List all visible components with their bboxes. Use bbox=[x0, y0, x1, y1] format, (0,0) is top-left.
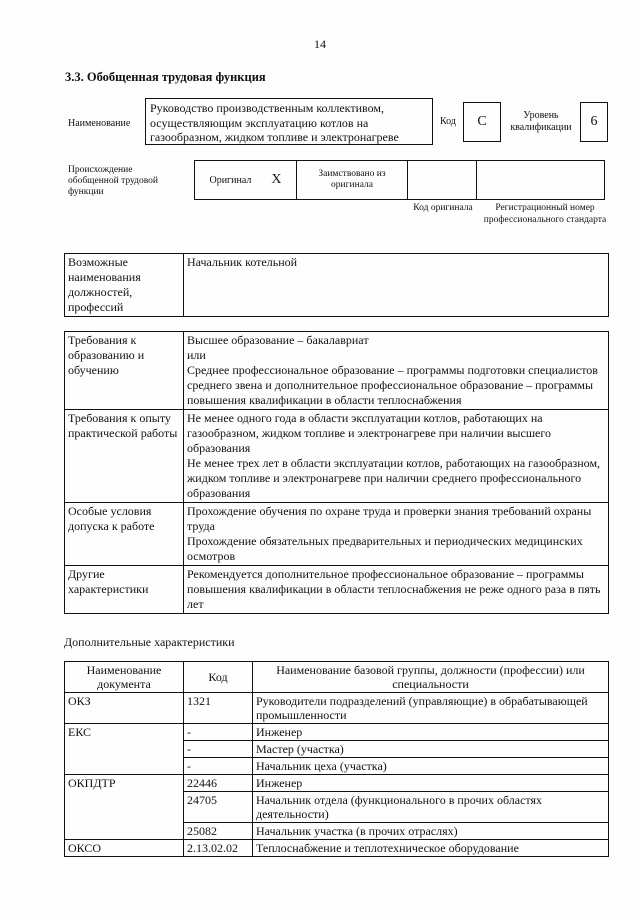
requirement-label: Требования к опыту практической работы bbox=[65, 410, 184, 503]
reg-number-label: Регистрационный номер профессионального стандарта bbox=[483, 203, 607, 225]
origin-row bbox=[195, 160, 607, 200]
name-cell: Инженер bbox=[253, 724, 609, 741]
additional-table bbox=[64, 661, 609, 857]
code-label: Код bbox=[440, 116, 456, 127]
name-cell: Теплоснабжение и теплотехническое оборудование bbox=[253, 840, 609, 857]
table-row bbox=[65, 410, 609, 503]
table-row bbox=[65, 332, 609, 410]
requirement-value bbox=[184, 503, 609, 566]
requirement-line: Прохождение обязательных предварительных и периодических медицинских осмотров bbox=[187, 534, 583, 563]
code-cell: 25082 bbox=[184, 823, 253, 840]
table-header-row bbox=[65, 662, 609, 693]
code-cell: 22446 bbox=[184, 775, 253, 792]
requirement-value bbox=[184, 332, 609, 410]
header-document: Наименование документа bbox=[65, 662, 184, 693]
requirement-line: Среднее профессиональное образование – программы подготовки специалистов среднего звена и дополнительное профессиональное образование – программы повышения квалификации в области теплоснабжения bbox=[187, 363, 598, 407]
code-cell: 2.13.02.02 bbox=[184, 840, 253, 857]
table-row bbox=[65, 503, 609, 566]
origin-original-cell bbox=[194, 160, 297, 200]
table-row bbox=[65, 724, 609, 741]
page-number: 14 bbox=[314, 37, 326, 51]
table-row bbox=[65, 566, 609, 614]
code-original-cell bbox=[407, 160, 477, 200]
doc-cell: ЕКС bbox=[65, 724, 184, 741]
name-cell: Начальник цеха (участка) bbox=[253, 758, 609, 775]
name-cell: Мастер (участка) bbox=[253, 741, 609, 758]
function-name: Руководство производственным коллективом, осуществляющим эксплуатацию котлов на газообразном, жидком топливе и электронагреве bbox=[145, 98, 433, 145]
borrowed-label: Заимствовано из оригинала bbox=[296, 160, 408, 200]
name-label: Наименование bbox=[68, 118, 131, 129]
original-mark: Х bbox=[271, 172, 282, 187]
table-row bbox=[65, 775, 609, 792]
table-row bbox=[65, 693, 609, 724]
table-row bbox=[65, 840, 609, 857]
original-label: Оригинал bbox=[209, 174, 252, 186]
name-cell: Руководители подразделений (управляющие) в обрабатывающей промышленности bbox=[253, 693, 609, 724]
code-cell: - bbox=[184, 758, 253, 775]
requirement-line: Высшее образование – бакалавриат bbox=[187, 333, 369, 347]
doc-cell bbox=[65, 823, 184, 840]
code-cell: 1321 bbox=[184, 693, 253, 724]
level-label: Уровень квалификации bbox=[510, 110, 572, 133]
table-row bbox=[65, 758, 609, 775]
requirement-line: Рекомендуется дополнительное профессиональное образование – программы повышения квалификации в области теплоснабжения не реже одного раза в пять лет bbox=[187, 567, 601, 611]
reg-number-cell bbox=[476, 160, 605, 200]
doc-cell: ОКПДТР bbox=[65, 775, 184, 792]
code-cell: - bbox=[184, 741, 253, 758]
header-name: Наименование базовой группы, должности (профессии) или специальности bbox=[253, 662, 609, 693]
name-cell: Инженер bbox=[253, 775, 609, 792]
doc-cell: ОКСО bbox=[65, 840, 184, 857]
header-code: Код bbox=[184, 662, 253, 693]
requirement-label: Особые условия допуска к работе bbox=[65, 503, 184, 566]
doc-cell bbox=[65, 792, 184, 823]
table-row bbox=[65, 792, 609, 823]
doc-cell bbox=[65, 758, 184, 775]
requirements-table bbox=[64, 331, 609, 614]
code-cell: - bbox=[184, 724, 253, 741]
requirement-label: Другие характеристики bbox=[65, 566, 184, 614]
requirement-line: Не менее трех лет в области эксплуатации котлов, работающих на газообразном, жидком топливе и электронагреве при наличии среднего профессионального образования bbox=[187, 456, 601, 500]
table-row bbox=[65, 254, 609, 317]
code-value: С bbox=[463, 102, 501, 142]
code-cell: 24705 bbox=[184, 792, 253, 823]
doc-cell bbox=[65, 741, 184, 758]
table-row bbox=[65, 823, 609, 840]
positions-value: Начальник котельной bbox=[184, 254, 609, 317]
name-cell: Начальник участка (в прочих отраслях) bbox=[253, 823, 609, 840]
requirement-line: Прохождение обучения по охране труда и проверки знания требований охраны труда bbox=[187, 504, 592, 533]
section-title: 3.3. Обобщенная трудовая функция bbox=[65, 70, 266, 84]
requirement-value bbox=[184, 566, 609, 614]
requirement-line: Не менее одного года в области эксплуатации котлов, работающих на газообразном, жидком топливе и электронагреве при наличии высшего образования bbox=[187, 411, 552, 455]
name-cell: Начальник отдела (функционального в прочих областях деятельности) bbox=[253, 792, 609, 823]
table-row bbox=[65, 741, 609, 758]
origin-label: Происхождение обобщенной трудовой функции bbox=[68, 165, 158, 197]
doc-cell: ОКЗ bbox=[65, 693, 184, 724]
code-original-label: Код оригинала bbox=[413, 203, 473, 213]
level-value: 6 bbox=[580, 102, 608, 142]
requirement-label: Требования к образованию и обучению bbox=[65, 332, 184, 410]
requirement-line: или bbox=[187, 348, 206, 362]
additional-title: Дополнительные характеристики bbox=[64, 635, 235, 649]
requirement-value bbox=[184, 410, 609, 503]
positions-label: Возможные наименования должностей, профессий bbox=[65, 254, 184, 317]
positions-table bbox=[64, 253, 609, 317]
